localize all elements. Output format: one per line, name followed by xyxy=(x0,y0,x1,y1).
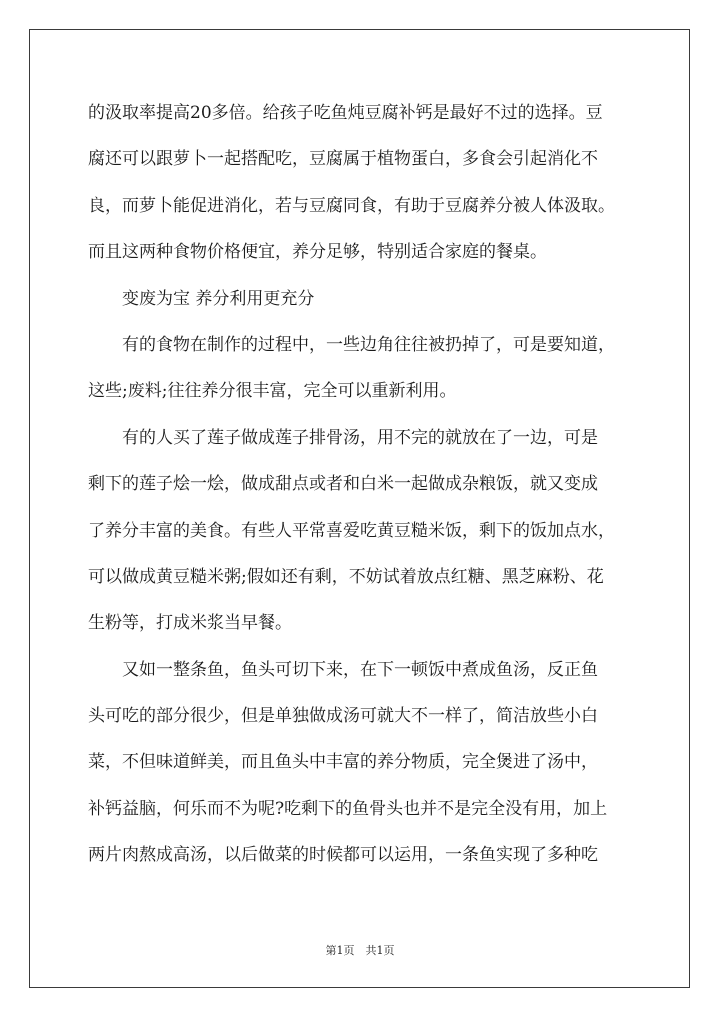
text-line: 头可吃的部分很少，但是单独做成汤可就大不一样了，简洁放些小白 xyxy=(88,706,598,727)
text-line: 良，而萝卜能促进消化，若与豆腐同食，有助于豆腐养分被人体汲取。 xyxy=(88,195,615,216)
text-line: 腐还可以跟萝卜一起搭配吃，豆腐属于植物蛋白，多食会引起消化不 xyxy=(88,149,598,170)
text-line: 而且这两种食物价格便宜，养分足够，特别适合家庭的餐桌。 xyxy=(88,242,547,263)
document-body xyxy=(88,90,640,879)
text-line: 生粉等，打成米浆当早餐。 xyxy=(88,613,292,634)
page-footer: 第1页 共1页 xyxy=(325,944,395,957)
text-line: 的汲取率提高20多倍。给孩子吃鱼炖豆腐补钙是最好不过的选择。豆 xyxy=(88,103,603,123)
text-line: 剩下的莲子烩一烩，做成甜点或者和白米一起做成杂粮饭，就又变成 xyxy=(88,474,598,495)
text-line: 这些;废料;往往养分很丰富，完全可以重新利用。 xyxy=(88,381,457,402)
text-line: 有的人买了莲子做成莲子排骨汤，用不完的就放在了一边，可是 xyxy=(122,427,598,448)
text-line: 两片肉熬成高汤，以后做菜的时候都可以运用，一条鱼实现了多种吃 xyxy=(88,845,598,866)
text-line: 有的食物在制作的过程中，一些边角往往被扔掉了，可是要知道， xyxy=(122,334,615,355)
text-line: 菜，不但味道鲜美，而且鱼头中丰富的养分物质，完全煲进了汤中， xyxy=(88,752,598,773)
text-line: 了养分丰富的美食。有些人平常喜爱吃黄豆糙米饭，剩下的饭加点水， xyxy=(88,520,615,541)
text-line: 又如一整条鱼，鱼头可切下来，在下一顿饭中煮成鱼汤，反正鱼 xyxy=(122,659,598,680)
text-line: 补钙益脑，何乐而不为呢?吃剩下的鱼骨头也并不是完全没有用，加上 xyxy=(88,798,608,819)
text-line: 可以做成黄豆糙米粥;假如还有剩，不妨试着放点红糖、黑芝麻粉、花 xyxy=(88,566,604,587)
section-heading: 变废为宝 养分利用更充分 xyxy=(122,288,315,309)
